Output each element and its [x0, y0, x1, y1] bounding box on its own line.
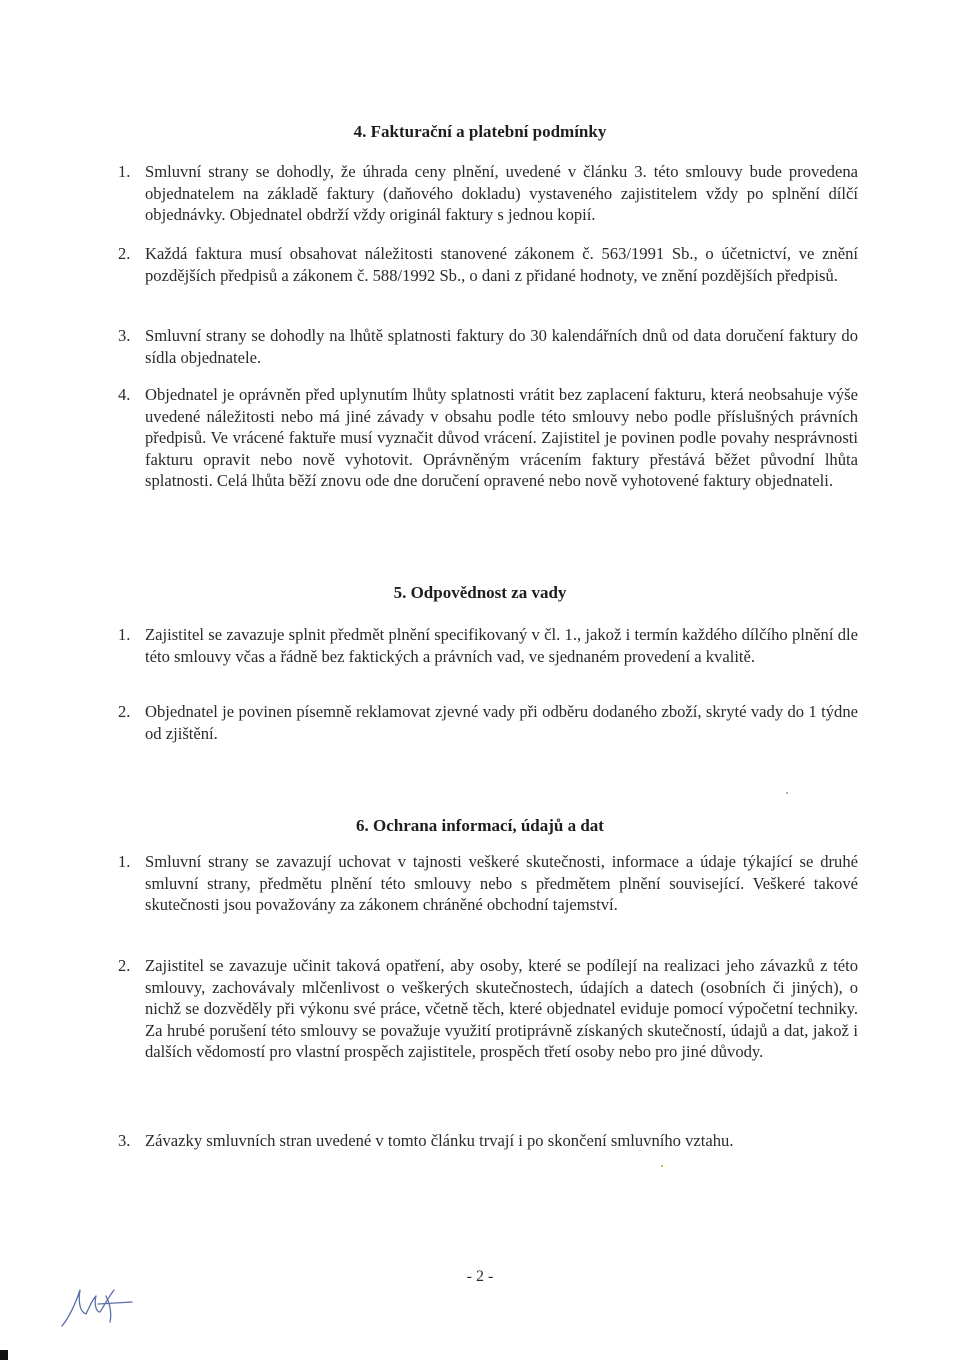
scan-speck [661, 1165, 663, 1167]
scan-edge-mark [0, 1350, 8, 1360]
item-text: Objednatel je povinen písemně reklamovat zjevné vady při odběru dodaného zboží, skryté vady do 1 týdne od zjištění. [145, 702, 858, 743]
item-text: Smluvní strany se dohodly na lhůtě splatnosti faktury do 30 kalendářních dnů od data doručení faktury do sídla objednatele. [145, 326, 858, 367]
item-number: 3. [118, 326, 131, 345]
item-number: 1. [118, 625, 131, 644]
section-5-title: 5. Odpovědnost za vady [393, 583, 567, 602]
scan-speck [786, 792, 788, 794]
item-text: Smluvní strany se dohodly, že úhrada ceny plnění, uvedené v článku 3. této smlouvy bude provedena objednatelem na základě faktury (daňového dokladu) vystaveného zajistitelem vždy po splnění dílčí objednávky. Objednatel obdrží vždy originál faktury s jednou kopií. [145, 162, 858, 224]
section-4-item-4 [118, 384, 858, 492]
section-6-item-1 [118, 851, 858, 916]
item-number: 1. [118, 162, 131, 181]
item-text: Smluvní strany se zavazují uchovat v tajnosti veškeré skutečnosti, informace a údaje týkající se druhé smluvní strany, předmětu plnění této smlouvy nebo s předmětem plnění související. Veškeré takové skutečnosti jsou považovány za zákonem chráněné obchodní tajemství. [145, 852, 858, 914]
item-number: 2. [118, 956, 131, 975]
item-number: 2. [118, 702, 131, 721]
section-4-item-2 [118, 243, 858, 286]
section-5-item-1 [118, 624, 858, 667]
page-number: - 2 - [466, 1268, 494, 1285]
section-6-title: 6. Ochrana informací, údajů a dat [356, 816, 604, 835]
section-4-item-1 [118, 161, 858, 226]
section-4-item-3 [118, 325, 858, 368]
section-6-item-2 [118, 955, 858, 1063]
section-5-item-2 [118, 701, 858, 744]
item-text: Objednatel je oprávněn před uplynutím lhůty splatnosti vrátit bez zaplacení fakturu, která neobsahuje výše uvedené náležitosti nebo má jiné závady v obsahu podle této smlouvy nebo podle příslušných právních předpisů. Ve vrácené faktuře musí vyznačit důvod vrácení. Zajistitel je povinen podle povahy nesprávnosti fakturu opravit nebo nově vyhotovit. Oprávněným vrácením faktury přestává běžet původní lhůta splatnosti. Celá lhůta běží znovu ode dne doručení opravené nebo nově vyhotovené faktury objednateli. [145, 385, 858, 490]
section-6-item-3 [118, 1130, 858, 1152]
item-number: 3. [118, 1131, 131, 1150]
signature-initials [56, 1282, 136, 1330]
item-text: Každá faktura musí obsahovat náležitosti stanovené zákonem č. 563/1991 Sb., o účetnictví, ve znění pozdějších předpisů a zákonem č. 588/1992 Sb., o dani z přidané hodnoty, ve znění pozdějších předpisů. [145, 244, 858, 285]
item-text: Zajistitel se zavazuje učinit taková opatření, aby osoby, které se podílejí na realizaci jeho závazků z této smlouvy, zachovávaly mlčenlivost o veškerých skutečnostech, údajích a datech (osobních či jiných), o nichž se dozvěděly při výkonu své práce, včetně těch, které objednatel eviduje pomocí výpočetní techniky. Za hrubé porušení této smlouvy se považuje využití protiprávně získaných skutečností, údajů a dat, jakož i dalších vědomostí pro vlastní prospěch zajistitele, prospěch třetí osoby nebo pro jiné důvody. [145, 956, 858, 1061]
item-text: Závazky smluvních stran uvedené v tomto článku trvají i po skončení smluvního vztahu. [145, 1131, 734, 1150]
item-text: Zajistitel se zavazuje splnit předmět plnění specifikovaný v čl. 1., jakož i termín každého dílčího plnění dle této smlouvy včas a řádně bez faktických a právních vad, ve sjednaném provedení a kvalitě. [145, 625, 858, 666]
item-number: 2. [118, 244, 131, 263]
item-number: 4. [118, 385, 131, 404]
item-number: 1. [118, 852, 131, 871]
section-4-title: 4. Fakturační a platební podmínky [353, 122, 607, 141]
